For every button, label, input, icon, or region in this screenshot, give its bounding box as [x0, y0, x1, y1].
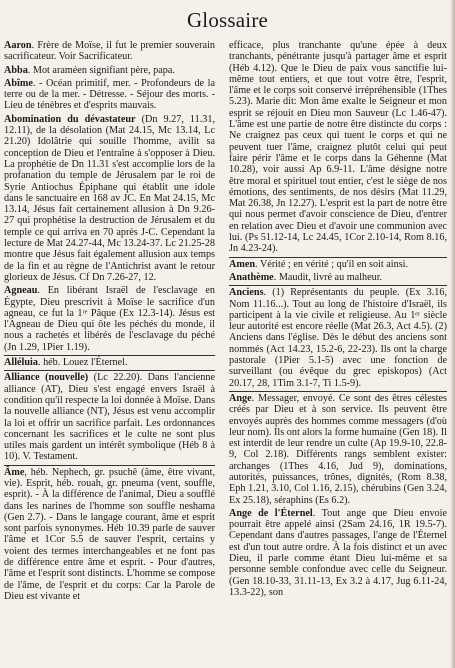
page-edge: [451, 0, 455, 668]
glossary-definition: . - Océan primitif, mer. - Profondeurs de la terre ou de la mer. - Détresse. - Séjour des morts. - Lieu de ténèbres et d'esprits mauvais.: [4, 77, 215, 112]
page-title: Glossaire: [186, 8, 269, 32]
glossary-entry: [4, 465, 215, 603]
glossary-entry: [229, 285, 447, 389]
glossary-term: Ange de l'Éternel: [229, 507, 313, 519]
glossary-entry: [229, 508, 447, 598]
glossary-entry: [4, 114, 215, 283]
glossary-term: Alliance (nouvelle): [4, 372, 89, 384]
glossary-definition: . Frère de Moïse, il fut le premier souverain sacrificateur. Voir Sacrificateur.: [4, 40, 215, 63]
glossary-definition: . (1) Représentants du peuple. (Ex 3.16, Nom 11.16...). Tout au long de l'histoire d'Israël, ils participent à la vie civile et religieuse. Au 1ᵉʳ siècle leur autorité est encore réelle (Mat 26.3, Act 4.5). (2) Anciens dans l'église. Dès le début des anciens sont nommés (Act 14.23, 15.2-6, 22-23). Ils ont la charge pastorale (1Pier 5.1-5) avec une fonction de surveillant (ou évêque du grec episkopos) (Act 20.17, 28, 1Tim 3.1-7, Ti 1.5-9).: [229, 287, 447, 389]
glossary-term: Anciens: [229, 287, 264, 299]
glossary-term: Anathème: [229, 271, 274, 283]
glossary-definition: (Lc 22.20). Dans l'ancienne alliance (AT), Dieu s'est engagé envers Israël à condition qu'il respecte la loi donnée à Moïse. Dans la nouvelle alliance (NT), Jésus est venu accomplir la loi et offrir un sacrifice parfait. Les ordonnances concernant les sacrifices et le culte ne sont plus utiles mais gardent un intérêt symbolique (Héb 8 à 10). V. Testament.: [4, 372, 215, 463]
glossary-definition: . Maudit, livré au malheur.: [273, 271, 383, 283]
glossary-term: Abba: [4, 64, 28, 76]
glossary-definition: . Tout ange que Dieu envoie pourrait être appelé ainsi (2Sam 24.16, 1R 19.5-7). Cependant dans d'autres passages, l'ange de l'Éternel est d'un tout autre ordre. À la fois distinct et un avec Dieu, il parle comme étant Dieu lui-même et sa personne semble confondue avec celle du Seigneur. (Gen 18.10-33, 31.11-13, Ex 3.2 à 4.17, Jug 6.11-24, 13.3-22), son: [229, 507, 447, 598]
glossary-term: Agneau: [4, 285, 38, 297]
glossary-entry: [4, 65, 215, 76]
glossary-entry: [229, 272, 447, 283]
glossary-term: Ange: [229, 392, 252, 404]
glossary-definition: , héb. Nephech, gr. psuchê (âme, être vivant, vie). Esprit, héb. rouah, gr. pneuma (vent, souffle, esprit). - À la différence de l'animal, Dieu a soufflé dans les narines de l'homme son souffle neshama (Gen 2.7). - Dans le langage courant, âme et esprit sont parfois synonymes. Héb 10.39 parle de sauver l'âme et 1Cor 5.5 de sauver l'esprit, certains y voient des termes interchangeables et ne font pas de différence entre âme et esprit. - Pour d'autres, l'âme et l'esprit sont distincts. L'homme se compose de l'âme, de l'esprit et du corps: Car la Parole de Dieu est vivante et: [4, 466, 215, 602]
glossary-entry: [4, 78, 215, 112]
glossary-entry: [4, 40, 215, 63]
glossary-definition: (Dn 9.27, 11.31, 12.11), de la désolation (Mat 24.15, Mc 13.14, Lc 21.20) Idolâtrie qui souille l'homme, avilit sa conception de Dieu et l'entraîne à s'opposer à Dieu. La prophétie de Dn 11.31 s'est accomplie lors de la profanation du temple de Jérusalem par le roi de Syrie Antiochus Épiphane qui établit une idole dans le sanctuaire en 168 av JC. En Mat 24.15, Mc 13.14, Jésus fait certainement allusion à Dn 9.26-27 qui prophétise la destruction de Jérusalem et du temple ce qui arriva en 70 après J-C. Cependant la lecture de Mat 24.27-44, Mc 13.24-37. Lc 21.25-28 montre que Jésus fait également allusion aux temps de la fin et au règne de l'Antichrist avant le retour glorieux de Jésus. Cf Dn 7.26-27, 12.: [4, 113, 215, 283]
left-column: [4, 40, 215, 666]
glossary-definition: . héb. Louez l'Éternel.: [37, 357, 128, 369]
glossary-definition: . Mot araméen signifiant père, papa.: [27, 64, 175, 76]
glossary-entry: [4, 370, 215, 462]
glossary-term: Amen: [229, 258, 256, 270]
glossary-entry: [229, 40, 447, 255]
glossary-entry: [229, 391, 447, 506]
glossary-definition: . En libérant Israël de l'esclavage en Égypte, Dieu prescrivit à Moïse le sacrifice d'un agneau, ce fut la 1ʳᵉ Pâque (Ex 12.3-14). Jésus est l'Agneau de Dieu qui ôte les péchés du monde, il nous a rachetés et libérés de l'esclavage du péché (Jn 1.29, 1Pier 1.19).: [4, 285, 215, 353]
glossary-entry: [229, 257, 447, 270]
glossary-term: Abîme: [4, 77, 33, 89]
glossary-entry: [4, 355, 215, 368]
glossary-term: Alléluia: [4, 357, 38, 369]
glossary-term: Aaron: [4, 40, 32, 51]
glossary-definition: efficace, plus tranchante qu'une épée à deux tranchants, pénétrante jusqu'à partager âme et esprit (Héb 4.12). Que le Dieu de paix vous sanctifie lui-même tout entiers, et que tout votre être, l'esprit, l'âme et le corps soit conservé irrépréhensible (1Thes 5.23). Marie dit: Mon âme exalte le Seigneur et mon esprit se réjouit en Dieu mon Sauveur (Lc 1.46-47). L'âme est une partie de notre être distincte du corps : Ne craignez pas ceux qui tuent le corps et qui ne peuvent tuer l'âme, craignez plutôt celui qui peut faire périr l'âme et le corps dans la Géhenne (Mat 10.28), voir aussi Ap 6.9-11. L'âme désigne notre être moral et spirituel tout entier, c'est le siège de nos émotions, des sentiments, de nos désirs (Mat 11.29, Mat 26.38, Jn 12.27). L'esprit est la part de notre être qui nous permet d'avoir conscience de Dieu, d'entrer en relation avec Dieu et d'avoir une communion avec lui. (Ps 51.12-14, Lc 24.45, 1Cor 2.10-14, Rom 8.16, Jn 4.23-24).: [229, 40, 447, 255]
glossary-definition: . Vérité ; en vérité ; qu'il en soit ainsi.: [255, 258, 409, 270]
glossary-term: Âme: [4, 466, 25, 478]
right-column: [229, 40, 447, 666]
glossary-entry: [4, 285, 215, 353]
glossary-term: Abomination du dévastateur: [4, 113, 136, 125]
glossary-definition: . Messager, envoyé. Ce sont des êtres célestes créés par Dieu et à son service. Ils peuvent être envoyés auprès des hommes comme messagers (d'où leur nom). Ils ont alors la forme humaine (Gen 18). Il est interdit de leur rendre un culte (Ap 19.9-10, 22.8-9, Col 2.18). Différents rangs semblent exister: archanges (1Thes 4.16, Jud 9), dominations, autorités, puissances, trônes, dignités, (Rom 8.38, Eph 1.21, 3.10, Col 1.16, 2.15), chérubins (Gen 3.24, Ex 25.18), séraphins (Es 6.2).: [229, 392, 447, 506]
